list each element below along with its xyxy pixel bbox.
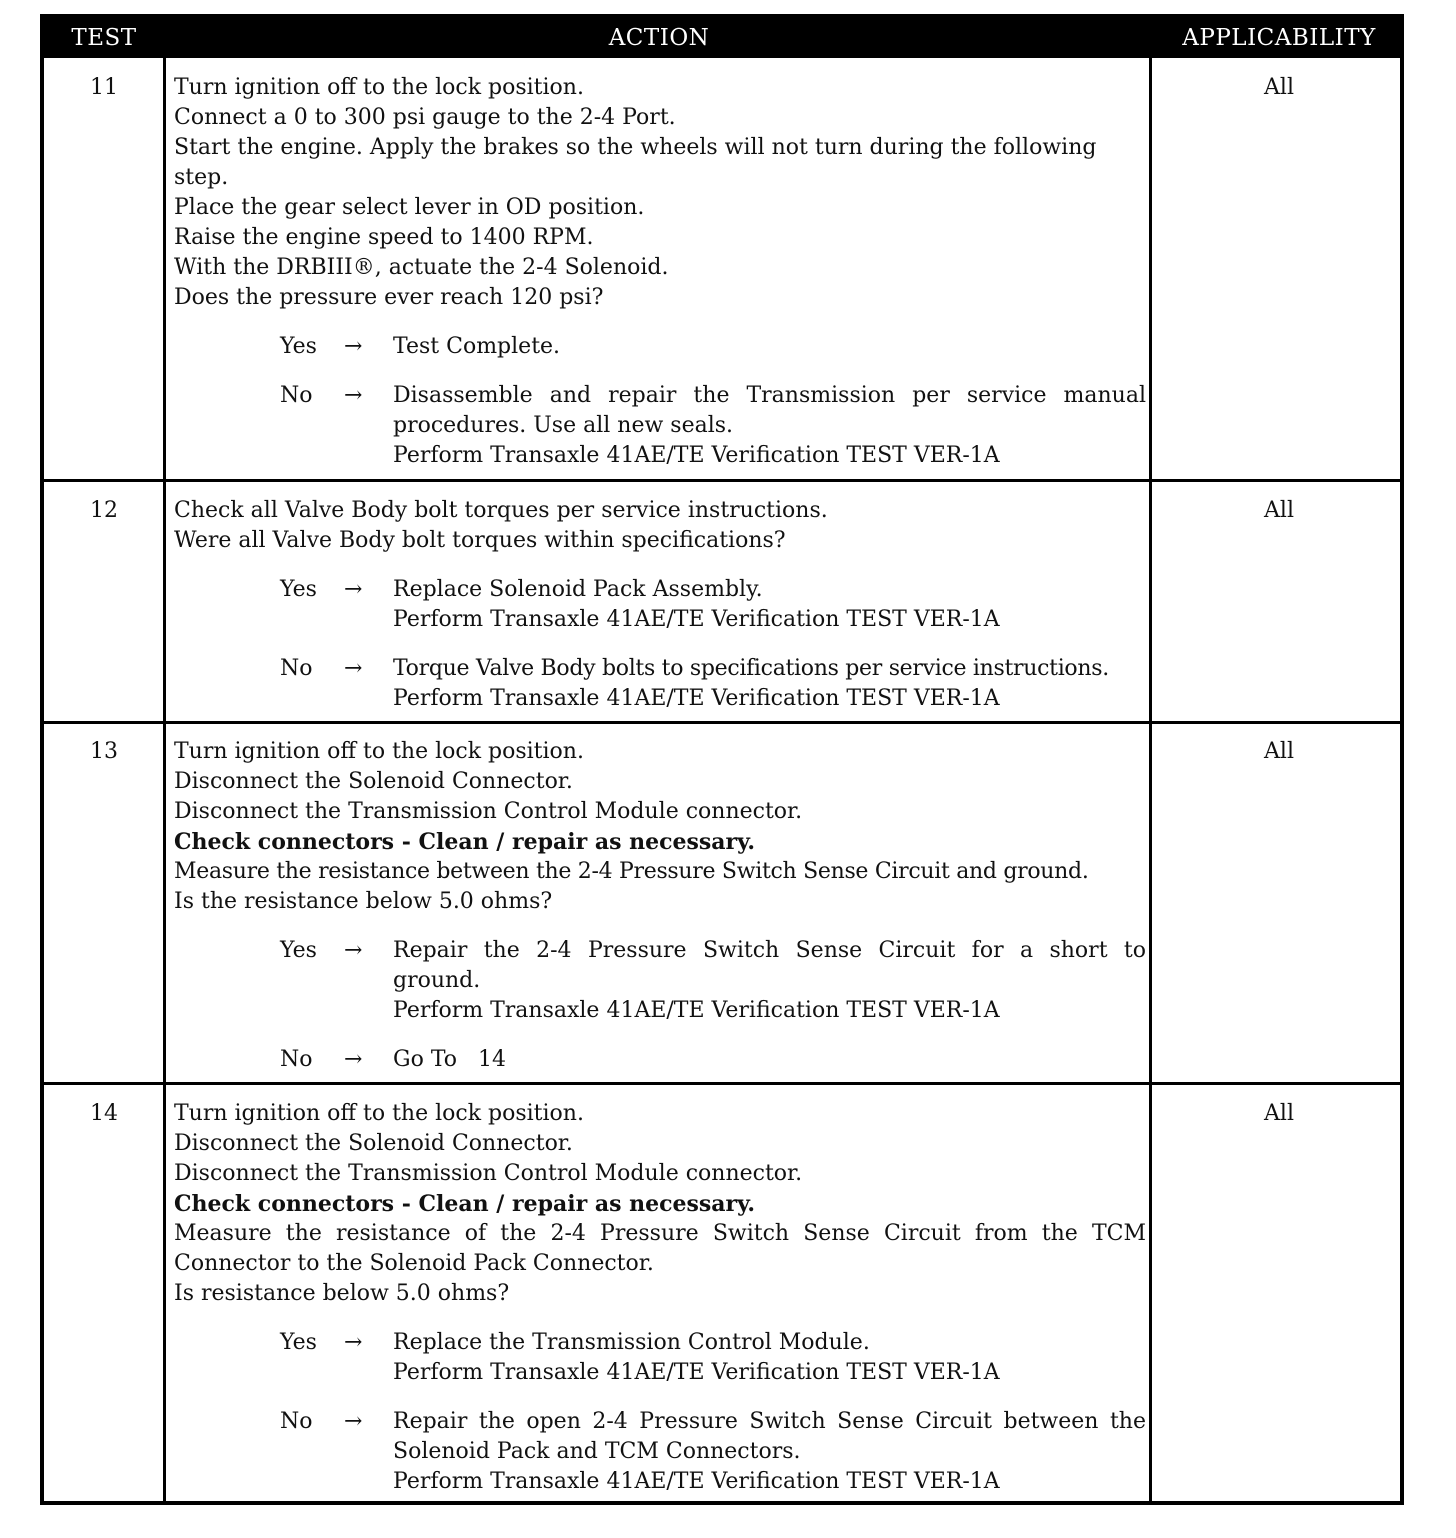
step-text: Raise the engine speed to 1400 RPM. [174, 225, 594, 250]
no-result [174, 381, 1146, 471]
step-text: Place the gear select lever in OD position. [174, 195, 645, 220]
diagnostic-test-table [40, 14, 1404, 1505]
arrow-icon: → [344, 334, 363, 359]
step-text: Measure the resistance between the 2-4 Pressure Switch Sense Circuit and ground. [174, 859, 1089, 884]
step-text: Connect a 0 to 300 psi gauge to the 2-4 Port. [174, 105, 676, 130]
step-text-bold: Check connectors - Clean / repair as necessary. [174, 1191, 756, 1217]
step-text: Disconnect the Transmission Control Module connector. [174, 1161, 803, 1186]
step-text: Measure the resistance of the 2-4 Pressure Switch Sense Circuit from the TCM Connector to the Solenoid Pack Connector. [174, 1221, 1146, 1276]
yes-label: Yes [280, 1330, 317, 1355]
action-cell [174, 73, 1146, 471]
result-text: Perform Transaxle 41AE/TE Verification TEST VER-1A [393, 607, 1000, 632]
row-divider [44, 479, 1400, 482]
yes-label: Yes [280, 577, 317, 602]
no-label: No [280, 656, 313, 681]
result-text: Go To 14 [393, 1047, 506, 1072]
step-text: Check all Valve Body bolt torques per service instructions. [174, 498, 828, 523]
result-text: Perform Transaxle 41AE/TE Verification TEST VER-1A [393, 998, 1000, 1023]
action-cell [174, 1099, 1146, 1497]
step-text: Does the pressure ever reach 120 psi? [174, 285, 604, 310]
test-number: 14 [90, 1101, 118, 1126]
step-text: With the DRBIII®, actuate the 2-4 Solenoid. [174, 255, 669, 280]
header-action: ACTION [608, 25, 710, 51]
arrow-icon: → [344, 1047, 363, 1072]
no-label: No [280, 1047, 313, 1072]
step-text: Start the engine. Apply the brakes so the wheels will not turn during the following step. [174, 135, 1097, 190]
applicability-value: All [1264, 739, 1294, 764]
result-text: Test Complete. [393, 334, 561, 359]
yes-result [174, 575, 1146, 635]
header-applicability: APPLICABILITY [1182, 25, 1376, 51]
table-header [44, 18, 1400, 58]
column-divider [1149, 58, 1152, 1501]
applicability-value: All [1264, 75, 1294, 100]
action-cell [174, 737, 1146, 1075]
step-text: Turn ignition off to the lock position. [174, 75, 584, 100]
yes-label: Yes [280, 334, 317, 359]
no-label: No [280, 383, 313, 408]
test-number: 13 [90, 739, 118, 764]
step-text: Disconnect the Transmission Control Module connector. [174, 799, 803, 824]
step-text: Is the resistance below 5.0 ohms? [174, 889, 553, 914]
no-result [174, 1045, 1146, 1075]
no-label: No [280, 1409, 313, 1434]
yes-result [174, 1328, 1146, 1388]
result-text: Perform Transaxle 41AE/TE Verification TEST VER-1A [393, 686, 1000, 711]
result-text: Replace the Transmission Control Module. [393, 1330, 870, 1355]
test-number: 12 [90, 498, 118, 523]
result-text: Perform Transaxle 41AE/TE Verification TEST VER-1A [393, 1469, 1000, 1494]
row-divider [44, 721, 1400, 724]
action-cell [174, 496, 1146, 714]
no-result [174, 654, 1146, 714]
arrow-icon: → [344, 1330, 363, 1355]
result-text: Torque Valve Body bolts to specifications per service instructions. [393, 656, 1109, 681]
arrow-icon: → [344, 656, 363, 681]
step-text-bold: Check connectors - Clean / repair as necessary. [174, 829, 756, 855]
arrow-icon: → [344, 383, 363, 408]
result-text: Repair the open 2-4 Pressure Switch Sense Circuit between the Solenoid Pack and TCM Connectors. [393, 1409, 1146, 1464]
result-text: Repair the 2-4 Pressure Switch Sense Circuit for a short to ground. [393, 938, 1146, 993]
yes-result [174, 936, 1146, 1026]
step-text: Turn ignition off to the lock position. [174, 1101, 584, 1126]
step-text: Is resistance below 5.0 ohms? [174, 1281, 510, 1306]
step-text: Were all Valve Body bolt torques within specifications? [174, 528, 786, 553]
result-text: Perform Transaxle 41AE/TE Verification TEST VER-1A [393, 443, 1000, 468]
column-divider [163, 58, 166, 1501]
row-divider [44, 1082, 1400, 1085]
step-text: Turn ignition off to the lock position. [174, 739, 584, 764]
step-text: Disconnect the Solenoid Connector. [174, 769, 573, 794]
arrow-icon: → [344, 938, 363, 963]
yes-result [174, 332, 1146, 362]
step-text: Disconnect the Solenoid Connector. [174, 1131, 573, 1156]
applicability-value: All [1264, 498, 1294, 523]
result-text: Replace Solenoid Pack Assembly. [393, 577, 763, 602]
test-number: 11 [90, 75, 118, 100]
applicability-value: All [1264, 1101, 1294, 1126]
result-text: Perform Transaxle 41AE/TE Verification TEST VER-1A [393, 1360, 1000, 1385]
yes-label: Yes [280, 938, 317, 963]
arrow-icon: → [344, 1409, 363, 1434]
arrow-icon: → [344, 577, 363, 602]
header-test: TEST [71, 25, 137, 51]
no-result [174, 1407, 1146, 1497]
result-text: Disassemble and repair the Transmission per service manual procedures. Use all new seals. [393, 383, 1146, 438]
